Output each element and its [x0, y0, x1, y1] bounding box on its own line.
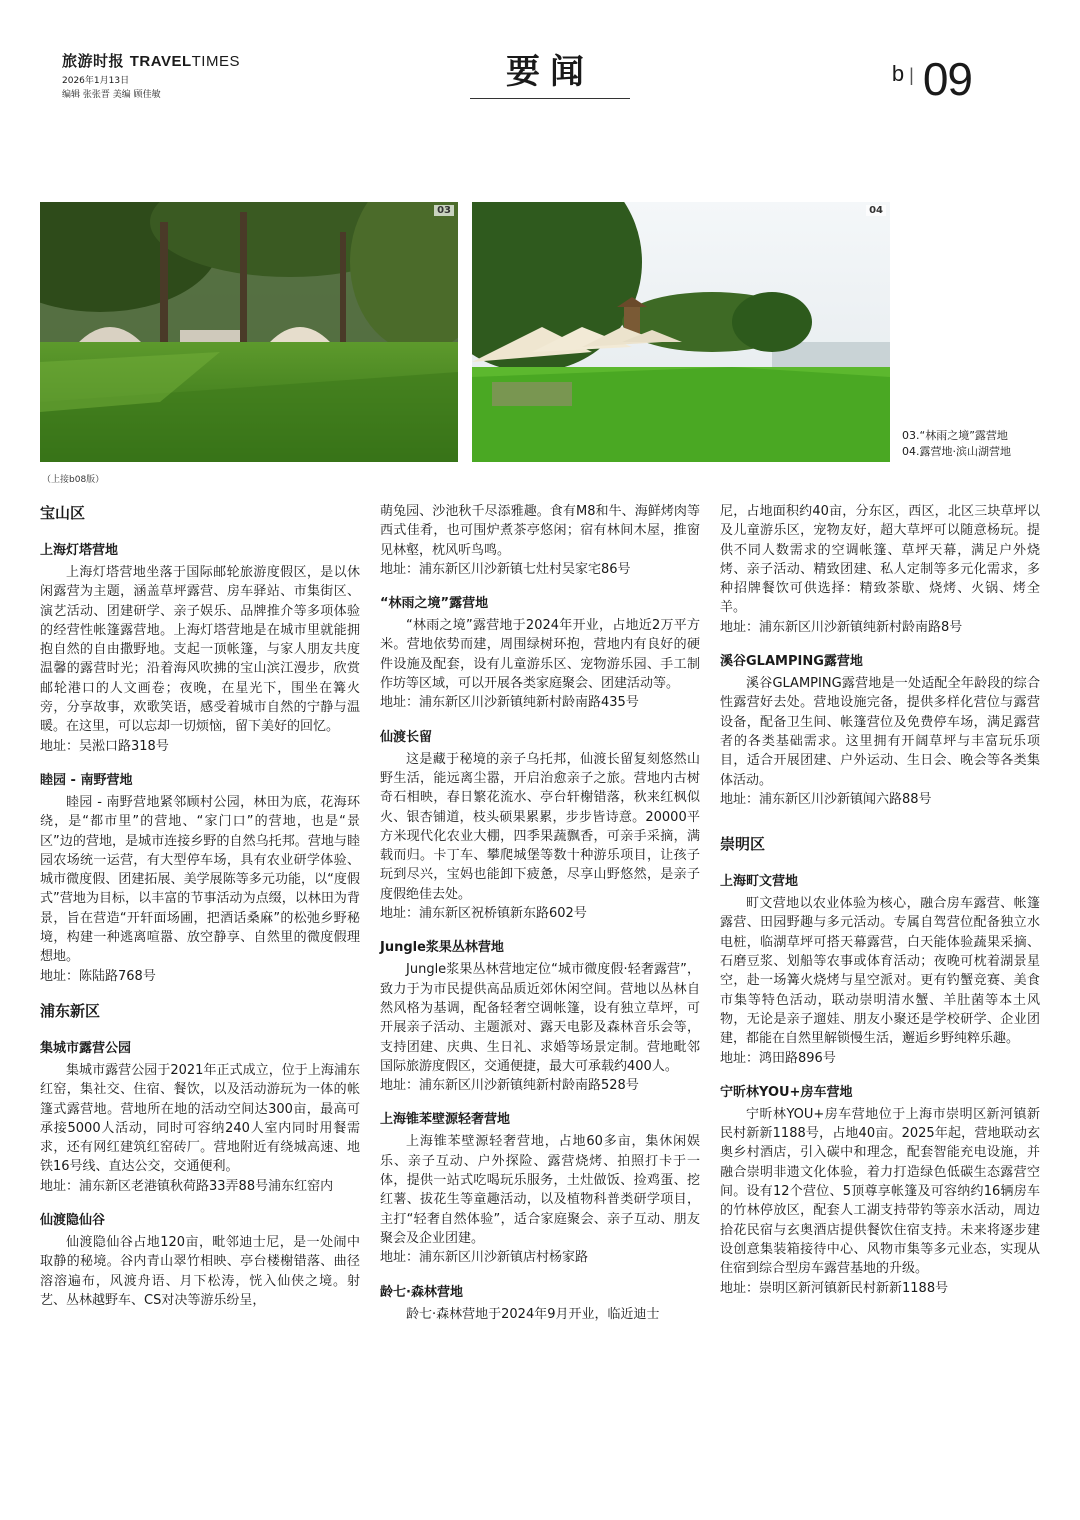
entry-address: 地址：陈陆路768号	[40, 968, 156, 984]
entry-address: 地址：吴淞口路318号	[40, 738, 169, 754]
entry-title: 上海灯塔营地	[40, 543, 119, 558]
caption-03: 03.“林雨之境”露营地	[902, 429, 1008, 442]
entry-address: 地址：浦东新区祝桥镇新东路602号	[380, 906, 587, 922]
column-3	[720, 502, 1040, 1312]
entry-body: 宁昕林YOU+房车营地位于上海市崇明区新河镇新民村新新1188号，占地40亩。2025年起，营地联动玄奥乡村酒店，引入碳中和理念，配套智能充电设施，并融合崇明非遗文化体验，着力打造绿色低碳生态露营空间。设有12个营位、5顶尊享帐篷及可容纳约16辆房车的竹林停放区，配套人工湖支持带钓等亲水活动，周边拾花民宿与玄奥酒店提供餐饮住宿支持。未来将逐步建设创意集装箱接待中心、风物市集等多元业态，实现从住宿到综合型房车露营基地的升级。	[720, 1106, 1040, 1277]
continued-from: （上接b08版）	[42, 475, 105, 485]
entry-address: 地址：浦东新区川沙新镇闻六路88号	[720, 791, 932, 807]
district-heading: 崇明区	[720, 835, 766, 854]
entry-title: 上海町文营地	[720, 874, 799, 890]
entry-body: “林雨之境”露营地于2024年开业，占地近2万平方米。营地依势而建，周围绿树环抱，营地内有良好的硬件设施及配套，设有儿童游乐区、宠物游乐园、手工制作坊等区域，可以开展各类家庭聚会、团建活动等。	[380, 618, 700, 692]
district-heading: 浦东新区	[40, 1001, 101, 1020]
photo-camp-lawn	[40, 202, 458, 462]
entry-body: 睦园 - 南野营地紧邻顾村公园，林田为底，花海环绕，是“都市里”的营地、“家门口”的营地，也是“景区”边的营地，是城市连接乡野的自然乌托邦。营地与睦园农场统一运营，有大型停车场，具有农业研学体验、城市微度假、团建拓展、美学展陈等多元功能，以“度假式”营地为目标，以丰富的节事活动为点缀，以林田为背景，旨在营造“开轩面场圃，把酒话桑麻”的松弛乡野秘境，构建一种逃离喧嚣、放空静享、自然里的微度假理想地。	[40, 794, 360, 965]
brand-en-thin: TIMES	[191, 53, 240, 70]
section-title: 要闻	[506, 52, 594, 92]
entry-address: 地址：浦东新区川沙新镇店村杨家路	[380, 1250, 589, 1266]
caption-04: 04.露营地·滨山湖营地	[902, 445, 1011, 458]
photo-lakeside-camp	[472, 202, 890, 462]
column-2	[380, 502, 700, 1324]
entry-title: 龄七·森林营地	[380, 1284, 463, 1300]
page-number-value: 09	[922, 53, 972, 105]
photo-lakeside-camp-image	[472, 202, 890, 462]
editor-credits: 编辑 张张晋 美编 顾佳敏	[62, 90, 161, 100]
brand-cn: 旅游时报	[62, 52, 125, 70]
entry-body: 上海灯塔营地坐落于国际邮轮旅游度假区，是以休闲露营为主题，涵盖草坪露营、房车驿站、市集街区、演艺活动、团建研学、亲子娱乐、品牌推介等多项体验的经营性帐篷露营地。上海灯塔营地是在城市里就能拥抱自然的自由撒野地。支起一顶帐篷，与家人朋友共度温馨的露营时光；沿着海风吹拂的宝山滨江漫步，欣赏邮轮港口的人文画卷；夜晚，在星光下，围坐在篝火旁，分享故事，欢歌笑语，感受着城市自然的宁静与温暖。在这里，可以忘却一切烦恼，留下美好的回忆。	[40, 565, 360, 735]
entry-title: 仙渡隐仙谷	[40, 1213, 106, 1229]
issue-date: 2026年1月13日	[62, 76, 130, 86]
photo-number: 03	[434, 205, 454, 216]
entry-title: 仙渡长留	[380, 729, 433, 745]
entry-body: 龄七·森林营地于2024年9月开业，临近迪士	[406, 1306, 660, 1322]
entry-title: 宁昕林YOU+房车营地	[720, 1084, 853, 1100]
newspaper-brand	[62, 50, 240, 71]
entry-title: Jungle浆果丛林营地	[380, 940, 504, 956]
entry-title: 溪谷GLAMPING露营地	[720, 654, 863, 670]
entry-body-continued: 萌兔园、沙池秋千尽添雅趣。食有M8和牛、海鲜烤肉等西式佳肴，也可围炉煮茶亭悠闲；宿有林间木屋，推窗见林壑，枕风听鸟鸣。	[380, 504, 700, 558]
entry-address: 地址：鸿田路896号	[720, 1050, 836, 1066]
page-number	[892, 52, 972, 106]
edition-letter: b	[891, 61, 904, 86]
entry-address: 地址：浦东新区老港镇秋荷路33弄88号浦东红窑内	[40, 1178, 334, 1194]
district-heading: 宝山区	[40, 504, 86, 522]
entry-body-continued: 尼，占地面积约40亩，分东区，西区，北区三块草坪以及儿童游乐区，宠物友好，超大草坪可以随意杨玩。提供不同人数需求的空调帐篷、草坪天幕，满足户外烧烤、亲子活动、精致团建、私人定制等多元化需求，多种招牌餐饮可供选择：精致茶歇、烧烤、火锅、烤全羊。	[720, 504, 1040, 616]
entry-body: 上海锥苯壁源轻奢营地，占地60多亩，集休闲娱乐、亲子互动、户外探险、露营烧烤、拍照打卡于一体，提供一站式吃喝玩乐服务，土灶做饭、捡鸡蛋、挖红薯、拔花生等童趣活动，以及植物科普类研学项目，主打“轻奢自然体验”，适合家庭聚会、亲子互动、朋友聚会及企业团建。	[380, 1134, 700, 1246]
entry-body: 溪谷GLAMPING露营地是一处适配全年龄段的综合性露营好去处。营地设施完备，提供多样化营位与露营设备，配备卫生间、帐篷营位及免费停车场，满足露营者的各类基础需求。这里拥有开阔草坪与丰富玩乐项目，适合开展团建、户外运动、生日会、晚会等各类集体活动。	[720, 676, 1040, 788]
entry-body: 集城市露营公园于2021年正式成立，位于上海浦东红窑，集社交、住宿、餐饮，以及活动游玩为一体的帐篷式露营地。营地所在地的活动空间达300亩，最高可承接5000人活动，同时可容纳240人室内同时用餐需求，还有网红建筑红窑砖厂。营地附近有绕城高速、地铁16号线、直达公交，交通便利。	[40, 1062, 360, 1175]
entry-address: 地址：崇明区新河镇新民村新新1188号	[720, 1280, 949, 1296]
photo-number: 04	[866, 205, 886, 216]
entry-title: 集城市露营公园	[40, 1040, 132, 1056]
entry-title: 睦园 - 南野营地	[40, 772, 133, 788]
spacer	[720, 823, 1040, 833]
title-divider	[470, 98, 630, 99]
entry-address: 地址：浦东新区川沙新镇七灶村吴家宅86号	[380, 561, 631, 577]
photo-captions	[902, 428, 1011, 460]
entry-body: 町文营地以农业体验为核心，融合房车露营、帐篷露营、田园野趣与多元活动。专属自驾营位配备独立水电桩，临湖草坪可搭天幕露营，白天能体验蔬果采摘、石磨豆浆、划船等农事或体育活动；夜晚可枕着湖景星空，赴一场篝火烧烤与星空派对。更有钓蟹竞赛、美食市集等特色活动，联动崇明清水蟹、羊肚菌等本土风物，无论是亲子遛娃、朋友小聚还是学校研学、企业团建，都能在自然里解锁慢生活，邂逅乡野纯粹乐趣。	[720, 896, 1040, 1047]
entry-title: “林雨之境”露营地	[380, 596, 489, 612]
entry-body: 仙渡隐仙谷占地120亩，毗邻迪士尼，是一处闹中取静的秘境。谷内青山翠竹相映、亭台楼榭错落、曲径溶溶遍布，风渡舟语、月下松涛，恍入仙侠之境。射艺、丛林越野车、CS对决等游乐纷呈，	[40, 1235, 360, 1308]
brand-en	[130, 53, 240, 70]
column-1	[40, 502, 360, 1310]
entry-address: 地址：浦东新区川沙新镇纯新村龄南路8号	[720, 619, 963, 635]
brand-en-bold: TRAVEL	[129, 53, 192, 70]
entry-address: 地址：浦东新区川沙新镇纯新村龄南路435号	[380, 695, 639, 711]
photo-camp-lawn-image	[40, 202, 458, 462]
edition-separator: |	[909, 65, 913, 85]
entry-body: 这是藏于秘境的亲子乌托邦，仙渡长留复刻悠然山野生活，能远离尘嚣，开启治愈亲子之旅。营地内古树奇石相映，春日繁花流水、亭台轩榭错落，秋来红枫似火、银杏铺道，枝头硕果累累，步步皆诗意。20000平方米现代化农业大棚，四季果蔬飘香，可亲手采摘，满载而归。卡丁车、攀爬城堡等数十种游乐项目，让孩子玩到尽兴，宝妈也能卸下疲惫，尽享山野悠然，是亲子度假绝佳去处。	[380, 751, 700, 902]
entry-address: 地址：浦东新区川沙新镇纯新村龄南路528号	[380, 1078, 639, 1094]
entry-title: 上海锥苯壁源轻奢营地	[380, 1112, 511, 1128]
entry-body: Jungle浆果丛林营地定位“城市微度假·轻奢露营”，致力于为市民提供高品质近郊休闲空间。营地以丛林自然风格为基调，配备轻奢空调帐篷，设有独立草坪，可开展亲子活动、主题派对、露天电影及森林音乐会等，支持团建、庆典、生日礼、求婚等场景定制。营地毗邻国际旅游度假区，交通便捷，最大可承载约400人。	[380, 962, 700, 1074]
masthead	[62, 50, 240, 102]
